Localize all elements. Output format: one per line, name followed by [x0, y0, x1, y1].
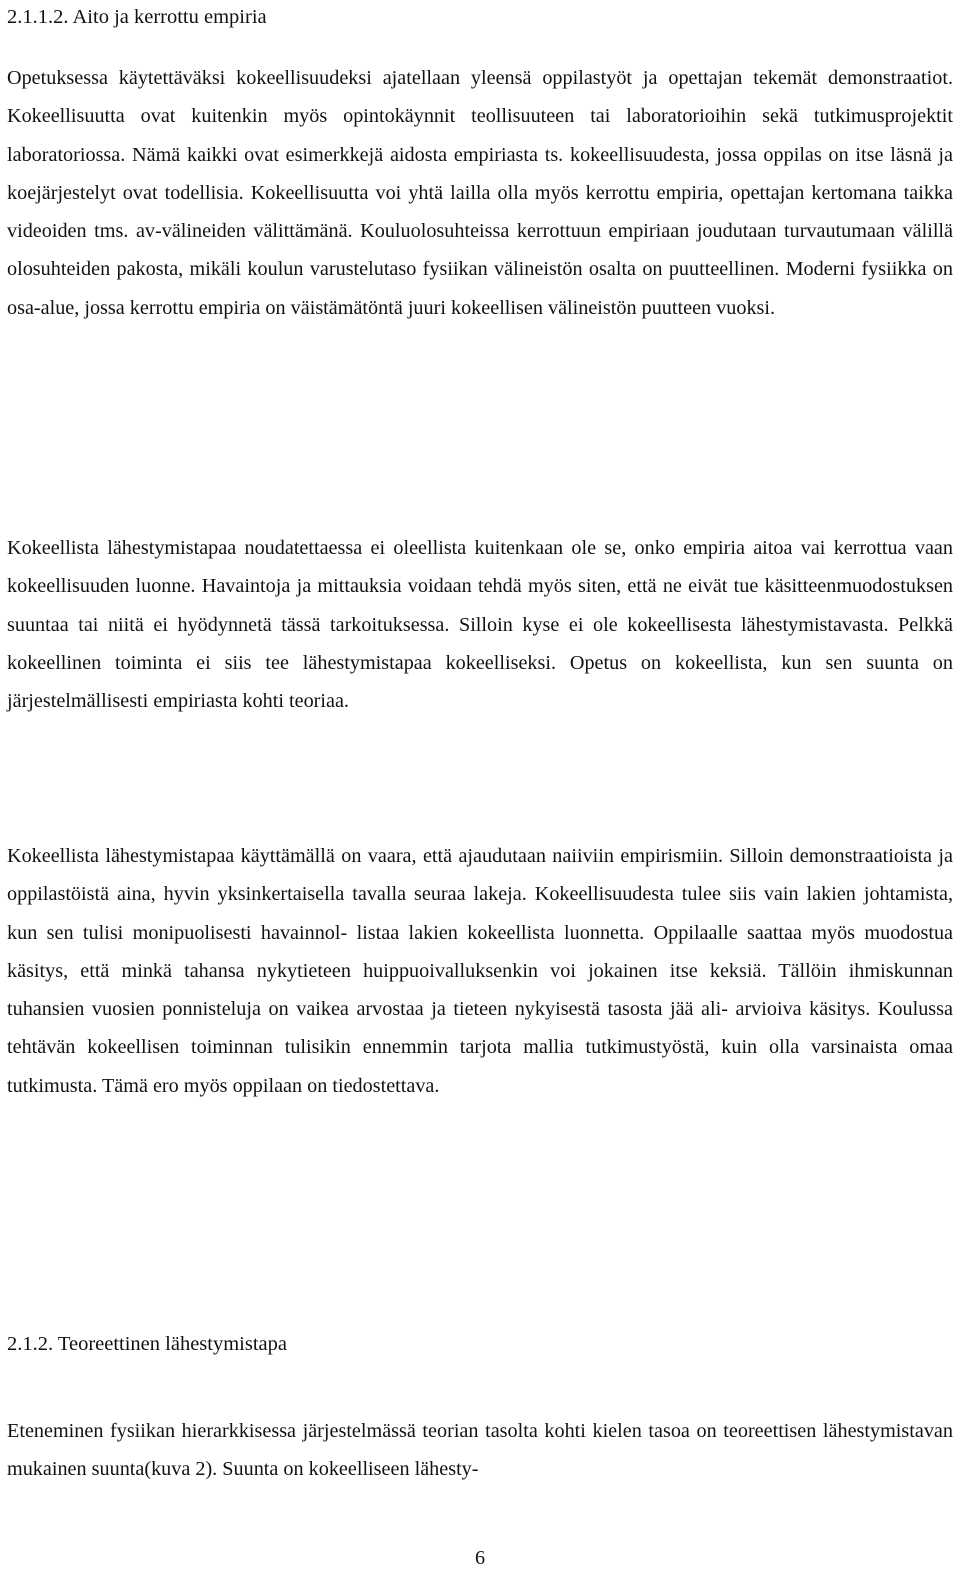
section-heading-teoreettinen-lahestymistapa: 2.1.2. Teoreettinen lähestymistapa: [7, 1333, 287, 1355]
paragraph-opetuksessa: Opetuksessa käytettäväksi kokeellisuudeksi ajatellaan yleensä oppilastyöt ja opettajan tekemät demonstraatiot. Kokeellisuutta ovat kuitenkin myös opintokäynnit teollisuuteen tai laboratorioihin sekä tutkimusprojektit laboratoriossa. Nämä kaikki ovat esimerkkejä aidosta empiriasta ts. kokeellisuudesta, jossa oppilas on itse läsnä ja koejärjestelyt ovat todellisia. Kokeellisuutta voi yhtä lailla olla myös kerrottu empiria, opettajan kertomana taikka videoiden tms. av-välineiden välittämänä. Kouluolosuhteissa kerrottuun empiriaan joudutaan turvautumaan välillä olosuhteiden pakosta, mikäli koulun varustelutaso fysiikan välineistön osalta on puutteellinen. Moderni fysiikka on osa-alue, jossa kerrottu empiria on väistämätöntä juuri kokeellisen välineistön puutteen vuoksi.: [7, 67, 953, 319]
paragraph-kokeellista-lahestymistapaa-kayttamalla: Kokeellista lähestymistapaa käyttämällä on vaara, että ajaudutaan naiiviin empirismiin. Silloin demonstraatioista ja oppilastöistä aina, hyvin yksinkertaisella tavalla seuraa lakeja. Kokeellisuudesta tulee siis vain lakien johtamista, kun sen tulisi monipuolisesti havainnol- listaa lakien kokeellista luonnetta. Oppilaalle saattaa myös muodostua käsitys, että minkä tahansa nykytieteen huippuoivalluksenkin voi jokainen itse keksiä. Tällöin ihmiskunnan tuhansien vuosien ponnisteluja on vaikea arvostaa ja tieteen nykyisestä tasosta jää ali- arvioiva käsitys. Koulussa tehtävän kokeellisen toiminnan tulisikin ennemmin tarjota mallia tutkimustyöstä, kuin olla varsinaista omaa tutkimusta. Tämä ero myös oppilaan on tiedostettava.: [7, 845, 953, 1097]
paragraph-eteneminen: Eteneminen fysiikan hierarkkisessa järjestelmässä teorian tasolta kohti kielen tasoa on teoreettisen lähestymistavan mukainen suunta(kuva 2). Suunta on kokeelliseen lähesty-: [7, 1420, 953, 1481]
paragraph-kokeellista-lahestymistapaa-noudatettaessa: Kokeellista lähestymistapaa noudatettaessa ei oleellista kuitenkaan ole se, onko empiria aitoa vai kerrottua vaan kokeellisuuden luonne. Havaintoja ja mittauksia voidaan tehdä myös siten, että ne eivät tue käsitteenmuodostuksen suuntaa tai niitä ei hyödynnetä tässä tarkoituksessa. Silloin kyse ei ole kokeellisesta lähestymistavasta. Pelkkä kokeellinen toiminta ei siis tee lähestymistapaa kokeelliseksi. Opetus on kokeellista, kun sen suunta on järjestelmällisesti empiriasta kohti teoriaa.: [7, 537, 953, 713]
page-number: 6: [474, 1547, 486, 1569]
section-heading-aito-ja-kerrottu-empiria: 2.1.1.2. Aito ja kerrottu empiria: [7, 6, 267, 28]
